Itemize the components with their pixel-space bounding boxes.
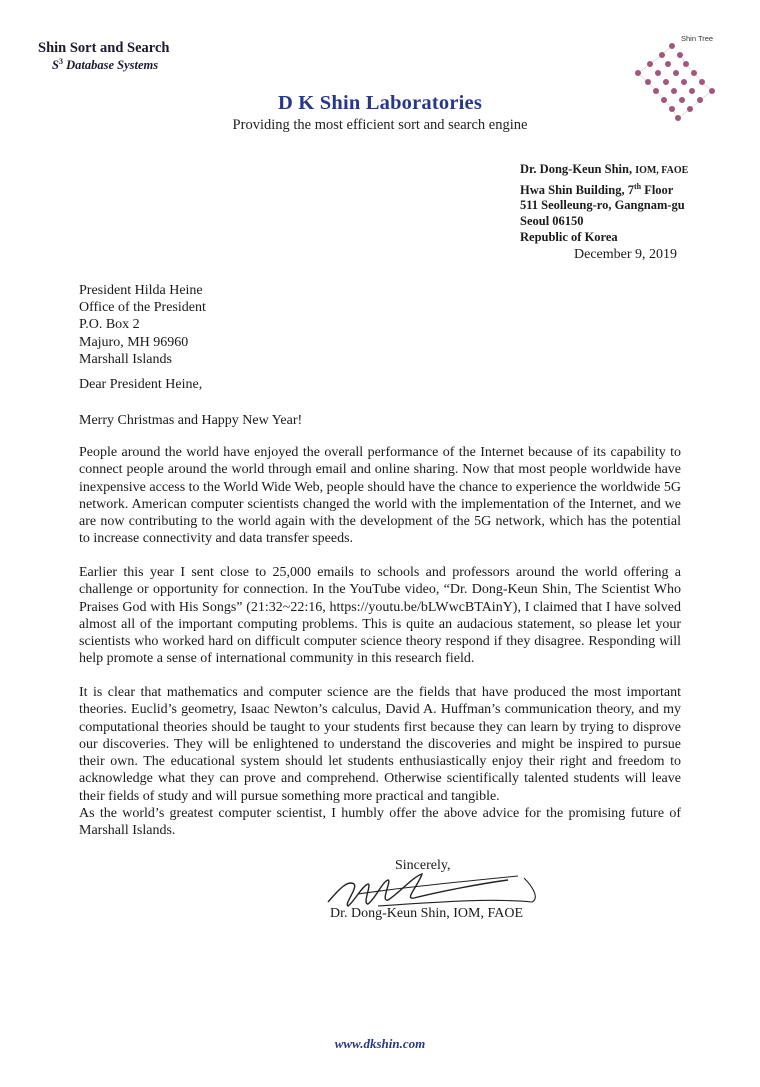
- logo-dot: [655, 70, 661, 76]
- logo-dot: [675, 115, 681, 121]
- logo-dot: [691, 70, 697, 76]
- letter-date: December 9, 2019: [574, 247, 678, 262]
- logo-dot: [653, 88, 659, 94]
- logo-dot: [677, 52, 683, 58]
- sender-credentials: IOM, FAOE: [635, 165, 689, 176]
- sender-building-sup: th: [633, 181, 642, 191]
- sender-address: [520, 162, 688, 245]
- brand-subtitle: [52, 57, 158, 73]
- salutation: Dear President Heine,: [79, 377, 203, 392]
- logo-dot: [669, 43, 675, 49]
- recipient-city: Majuro, MH 96960: [79, 334, 189, 350]
- footer-website[interactable]: www.dkshin.com: [334, 1036, 426, 1051]
- logo-dot: [687, 106, 693, 112]
- greeting: Merry Christmas and Happy New Year!: [79, 413, 303, 428]
- logo-dot: [709, 88, 715, 94]
- recipient-country: Marshall Islands: [79, 351, 172, 367]
- logo-dot: [663, 79, 669, 85]
- logo-dot: [669, 106, 675, 112]
- logo-label: Shin Tree: [681, 34, 714, 43]
- body-paragraph-3: It is clear that mathematics and computer science are the fields that have produced the most important theories. Euclid’s geometry, Isaac Newton’s calculus, David A. Huffman’s communication theory, and my computational theories should be taught to your students first because they can learn by trying to disprove our discoveries. They will be enlightened to understand the discoveries and might be inspired to pursue their own. The educational system should let students enthusiastically enjoy their right and freedom to acknowledge what they can prove and comprehend. Otherwise scientifically talented students will leave their fields of study and will pursue something more practical and tangible.: [79, 685, 681, 804]
- sender-building: Hwa Shin Building, 7: [520, 182, 634, 197]
- sender-floor: Floor: [641, 182, 674, 197]
- logo-dot: [697, 97, 703, 103]
- lab-name: D K Shin Laboratories: [277, 92, 483, 114]
- sender-name: Dr. Dong-Keun Shin,: [520, 162, 636, 176]
- brand-name: Shin Sort and Search: [38, 40, 170, 56]
- shin-tree-logo: [622, 30, 742, 134]
- logo-dot: [647, 61, 653, 67]
- sender-building-line: [520, 179, 688, 199]
- logo-dot: [659, 52, 665, 58]
- recipient-po-box: P.O. Box 2: [79, 317, 140, 333]
- signer-name: Dr. Dong-Keun Shin, IOM, FAOE: [330, 906, 524, 921]
- logo-dot: [683, 61, 689, 67]
- logo-dot: [661, 97, 667, 103]
- brand-sub-sup: 3: [58, 57, 63, 66]
- sender-city: Seoul 06150: [520, 213, 584, 228]
- lab-tagline: Providing the most efficient sort and search engine: [232, 117, 528, 133]
- logo-dot: [699, 79, 705, 85]
- logo-dot: [689, 88, 695, 94]
- brand-sub-symbol: S: [52, 58, 59, 73]
- brand-sub-text: Database Systems: [66, 58, 159, 73]
- sender-country: Republic of Korea: [520, 229, 618, 244]
- logo-dot: [671, 88, 677, 94]
- logo-dot: [673, 70, 679, 76]
- logo-dot: [665, 61, 671, 67]
- sender-name-line: [520, 162, 688, 179]
- logo-dot: [681, 79, 687, 85]
- body-paragraph-1: People around the world have enjoyed the overall performance of the Internet because of its capability to connect people around the world through email and online sharing. Now that most people worldwide have inexpensive access to the World Wide Web, people should have the chance to experience the worldwide 5G network. American computer scientists changed the world with the implementation of the Internet, and we are now contributing to the world again with the development of the 5G network, which has the potential to increase connectivity and data transfer speeds.: [79, 445, 681, 547]
- recipient-name: President Hilda Heine: [79, 283, 203, 298]
- logo-dot: [635, 70, 641, 76]
- sender-street: 511 Seolleung-ro, Gangnam-gu: [520, 198, 685, 213]
- recipient-office: Office of the President: [79, 300, 206, 316]
- closing: Sincerely,: [395, 858, 451, 873]
- logo-dot: [645, 79, 651, 85]
- body-paragraph-4: As the world’s greatest computer scientist, I humbly offer the above advice for the promising future of Marshall Islands.: [79, 806, 681, 839]
- recipient-address: [79, 282, 206, 368]
- body-paragraph-2: Earlier this year I sent close to 25,000 emails to schools and professors around the world offering a challenge or opportunity for connection. In the YouTube video, “Dr. Dong-Keun Shin, The Scientist Who Praises God with His Songs” (21:32~22:16, https://youtu.be/bLWwcBTAinY), I claimed that I have solved almost all of the important computing problems. This is quite an audacious statement, so please let your scientists who worked hard on difficult computer science theory respond if they disagree. Responding will help promote a sense of international community in this research field.: [79, 565, 681, 667]
- logo-dot: [679, 97, 685, 103]
